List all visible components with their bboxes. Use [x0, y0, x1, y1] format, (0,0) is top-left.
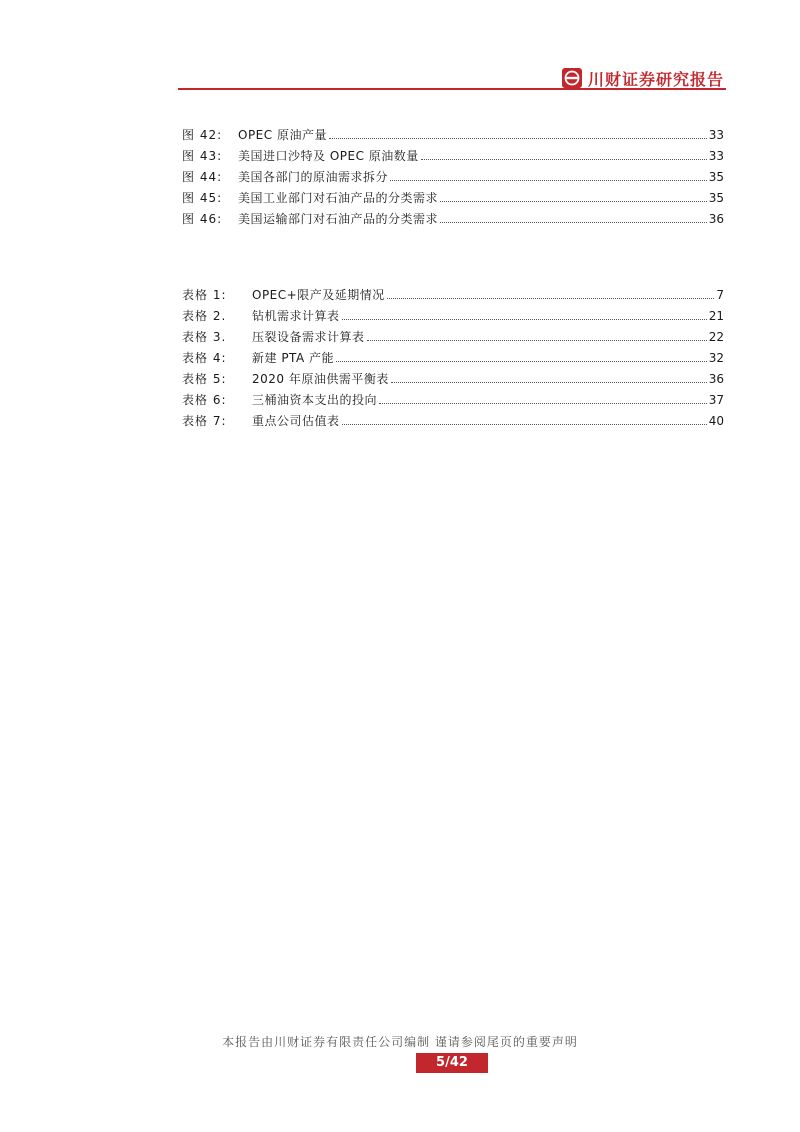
- toc-entry-label: 图 43:: [182, 149, 223, 163]
- toc-entry-page: 33: [708, 128, 724, 142]
- toc-entry-title: 美国运输部门对石油产品的分类需求: [238, 212, 439, 226]
- toc-entry-title: 重点公司估值表: [252, 414, 340, 428]
- toc-entry-title: 新建 PTA 产能: [252, 351, 334, 365]
- toc-entry-label: 表格 6:: [182, 393, 227, 407]
- toc-figure-row[interactable]: [182, 146, 724, 167]
- page-number-badge: 5/42: [416, 1053, 488, 1073]
- toc-entry-page: 36: [708, 212, 724, 226]
- toc-entry-page: 33: [708, 149, 724, 163]
- toc-table-row[interactable]: [182, 285, 724, 306]
- chuancai-logo-icon: [562, 68, 582, 88]
- toc-entry-page: 32: [708, 351, 724, 365]
- toc-table-row[interactable]: [182, 348, 724, 369]
- toc-entry-page: 35: [708, 170, 724, 184]
- toc-entry-title: 钻机需求计算表: [252, 309, 340, 323]
- toc-entry-title: OPEC+限产及延期情况: [252, 288, 385, 302]
- toc-entry-page: 7: [716, 288, 724, 302]
- toc-table-row[interactable]: [182, 390, 724, 411]
- toc-table-row[interactable]: [182, 369, 724, 390]
- toc-table-row[interactable]: [182, 327, 724, 348]
- toc-entry-label: 图 42:: [182, 128, 223, 142]
- footer-disclaimer: 本报告由川财证券有限责任公司编制 谨请参阅尾页的重要声明: [222, 1035, 578, 1049]
- toc-figure-row[interactable]: [182, 167, 724, 188]
- toc-dot-leader: [336, 361, 707, 362]
- toc-dot-leader: [440, 222, 707, 223]
- toc-dot-leader: [390, 180, 707, 181]
- brand-name: 川财证券研究报告: [587, 69, 724, 89]
- toc-entry-title: 2020 年原油供需平衡表: [252, 372, 389, 386]
- toc-table-row[interactable]: [182, 411, 724, 432]
- toc-entry-page: 37: [708, 393, 724, 407]
- toc-dot-leader: [421, 159, 707, 160]
- header-divider: [178, 88, 726, 90]
- toc-dot-leader: [329, 138, 707, 139]
- toc-entry-title: 三桶油资本支出的投向: [252, 393, 378, 407]
- toc-dot-leader: [379, 403, 707, 404]
- toc-entry-label: 表格 3.: [182, 330, 227, 344]
- toc-entry-label: 表格 4:: [182, 351, 227, 365]
- toc-dot-leader: [367, 340, 707, 341]
- toc-entry-label: 表格 7:: [182, 414, 227, 428]
- toc-entry-title: 美国工业部门对石油产品的分类需求: [238, 191, 439, 205]
- toc-dot-leader: [342, 424, 707, 425]
- toc-entry-label: 表格 2.: [182, 309, 227, 323]
- toc-entry-label: 图 44:: [182, 170, 223, 184]
- toc-entry-label: 表格 1:: [182, 288, 227, 302]
- report-header-brand: [562, 66, 724, 90]
- toc-entry-page: 22: [708, 330, 724, 344]
- toc-entry-page: 36: [708, 372, 724, 386]
- toc-entry-label: 图 45:: [182, 191, 223, 205]
- toc-entry-title: 压裂设备需求计算表: [252, 330, 365, 344]
- toc-entry-page: 40: [708, 414, 724, 428]
- toc-table-row[interactable]: [182, 306, 724, 327]
- toc-entry-page: 35: [708, 191, 724, 205]
- toc-dot-leader: [387, 298, 715, 299]
- toc-figure-row[interactable]: [182, 188, 724, 209]
- toc-entry-label: 图 46:: [182, 212, 223, 226]
- toc-figure-row[interactable]: [182, 209, 724, 230]
- toc-entry-title: 美国进口沙特及 OPEC 原油数量: [238, 149, 419, 163]
- toc-entry-title: 美国各部门的原油需求拆分: [238, 170, 389, 184]
- toc-figure-row[interactable]: [182, 125, 724, 146]
- toc-dot-leader: [342, 319, 707, 320]
- toc-dot-leader: [440, 201, 707, 202]
- tables-toc: [182, 285, 724, 432]
- toc-dot-leader: [391, 382, 707, 383]
- toc-entry-label: 表格 5:: [182, 372, 227, 386]
- toc-entry-title: OPEC 原油产量: [238, 128, 327, 142]
- toc-entry-page: 21: [708, 309, 724, 323]
- figures-toc: [182, 125, 724, 230]
